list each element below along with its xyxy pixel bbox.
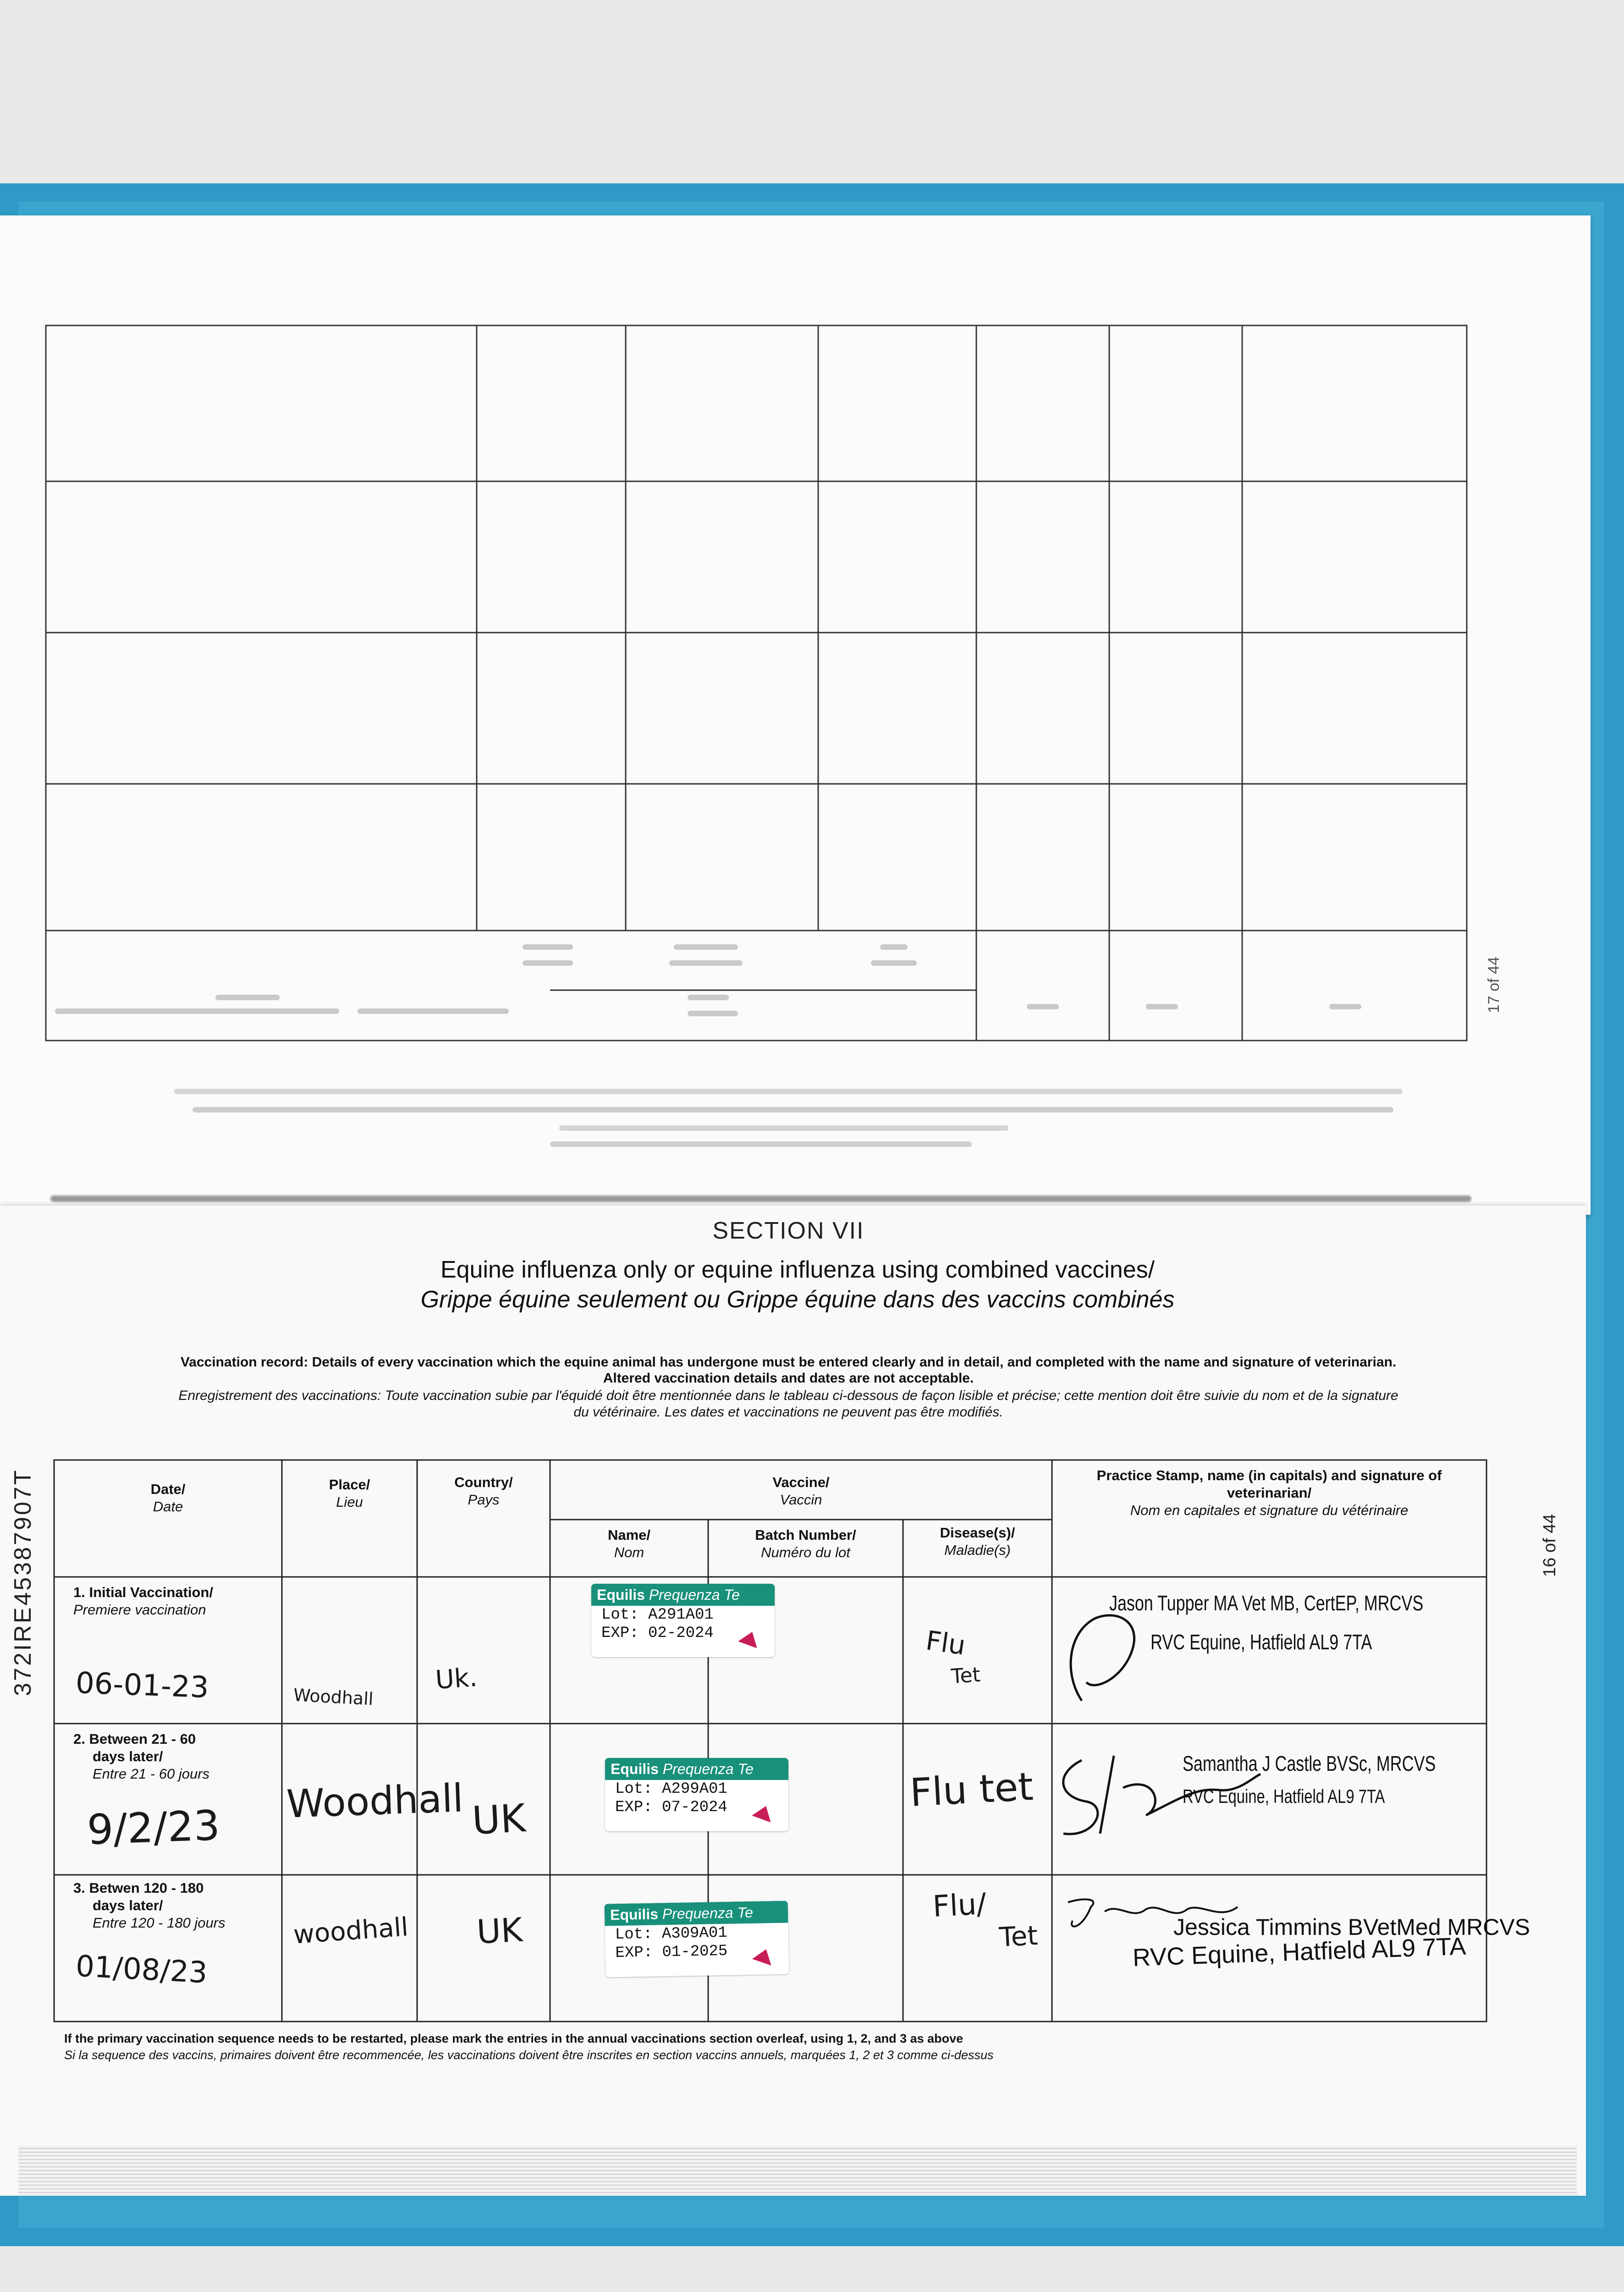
- stamp-3-address: RVC Equine, Hatfield AL9 7TA: [1132, 1932, 1467, 1972]
- heading-english: Equine influenza only or equine influenza using combined vaccines/: [440, 1256, 1155, 1283]
- stamp-1-address: RVC Equine, Hatfield AL9 7TA: [1151, 1630, 1372, 1654]
- row-2-place: Woodhall: [286, 1775, 464, 1827]
- vaccine-expiry: EXP: 07-2024: [615, 1799, 727, 1816]
- header-stamp-fr: Nom en capitales et signature du vétérinaire: [1130, 1502, 1409, 1518]
- heading-french: Grippe équine seulement ou Grippe équine dans des vaccins combinés: [420, 1286, 1175, 1313]
- vaccine-label-head: [591, 1584, 775, 1606]
- vaccine-label-head: [605, 1758, 788, 1780]
- header-country-fr: Pays: [468, 1492, 500, 1508]
- row-2-label: [73, 1730, 209, 1783]
- vaccine-product: Prequenza Te: [649, 1587, 740, 1603]
- row-1-date: 06-01-23: [75, 1666, 209, 1705]
- vaccine-label-head: [605, 1901, 788, 1926]
- row-1-label: [73, 1584, 213, 1619]
- vaccine-brand: Equilis: [610, 1906, 659, 1923]
- vaccine-brand: Equilis: [597, 1587, 645, 1603]
- row-3-label-en-2: days later/: [93, 1897, 163, 1913]
- vaccination-note-fr: Enregistrement des vaccinations: Toute vaccination subie par l'équidé doit être mentionnée dans le tableau ci-dessous de façon lisible et précise; cette mention doit être suivie du nom et de la signature: [178, 1388, 1398, 1403]
- stamp-3-name: Jessica Timmins BVetMed MRCVS: [1173, 1914, 1530, 1940]
- header-place-en: Place/: [329, 1477, 370, 1493]
- row-3-date: 01/08/23: [75, 1949, 209, 1990]
- vaccination-note-en-2: Altered vaccination details and dates are not acceptable.: [603, 1371, 974, 1386]
- stamp-2-address: RVC Equine, Hatfield AL9 7TA: [1183, 1785, 1385, 1807]
- header-disease-fr: Maladie(s): [944, 1542, 1011, 1558]
- vaccine-lot: Lot: A299A01: [615, 1780, 727, 1798]
- row-2-label-fr: Entre 21 - 60 jours: [93, 1766, 210, 1782]
- row-3-disease-tet: Tet: [998, 1919, 1039, 1953]
- header-country: [417, 1474, 550, 1509]
- header-disease: [903, 1524, 1052, 1559]
- row-1-label-fr: Premiere vaccination: [73, 1602, 206, 1618]
- header-country-en: Country/: [454, 1474, 513, 1490]
- vaccine-expiry: EXP: 01-2025: [615, 1942, 728, 1962]
- row-3-disease-flu: Flu/: [932, 1887, 987, 1924]
- header-batch-en: Batch Number/: [755, 1527, 856, 1543]
- row-1-label-en: 1. Initial Vaccination/: [73, 1584, 213, 1600]
- header-batch: [708, 1526, 903, 1561]
- vaccine-label: [591, 1584, 775, 1657]
- row-1-country: Uk.: [434, 1662, 479, 1696]
- row-1-disease-tet: Tet: [950, 1663, 981, 1689]
- row-3-label-en: 3. Betwen 120 - 180: [73, 1880, 204, 1896]
- header-name-fr: Nom: [614, 1544, 644, 1560]
- vaccination-note-fr-2: du vétérinaire. Les dates et vaccinations ne peuvent pas être modifiés.: [573, 1405, 1003, 1420]
- vaccine-brand: Equilis: [611, 1761, 659, 1777]
- stamp-1-name: Jason Tupper MA Vet MB, CertEP, MRCVS: [1109, 1591, 1424, 1615]
- header-practice-stamp: [1052, 1467, 1486, 1519]
- row-1-disease-flu: Flu: [924, 1625, 968, 1661]
- header-vaccine: [550, 1474, 1052, 1509]
- row-2-date: 9/2/23: [86, 1801, 221, 1855]
- header-date-fr: Date: [153, 1499, 183, 1515]
- header-vaccine-en: Vaccine/: [772, 1474, 830, 1490]
- stamp-2-name: Samantha J Castle BVSc, MRCVS: [1183, 1752, 1436, 1775]
- upper-page-number: 17 of 44: [1485, 957, 1503, 1013]
- certificate-number: 372IRE45387907T: [10, 1468, 36, 1696]
- footnote-french: Si la sequence des vaccins, primaires doivent être recommencée, les vaccinations doivent être inscrites en section vaccins annuels, marquées 1, 2 et 3 comme ci-dessus: [64, 2048, 994, 2062]
- header-date-en: Date/: [150, 1481, 186, 1497]
- row-2-disease: Flu tet: [908, 1764, 1035, 1815]
- vaccine-lot: Lot: A291A01: [601, 1606, 714, 1624]
- vaccine-expiry: EXP: 02-2024: [601, 1625, 714, 1642]
- header-name: [550, 1526, 708, 1561]
- vaccine-label: [605, 1901, 789, 1978]
- vaccine-label: [605, 1758, 788, 1831]
- row-2-label-en: 2. Between 21 - 60: [73, 1731, 196, 1747]
- vaccination-note-en: Vaccination record: Details of every vaccination which the equine animal has undergone must be entered clearly and in detail, and completed with the name and signature of veterinarian.: [180, 1355, 1397, 1370]
- header-place: [282, 1476, 417, 1511]
- footnote-english: If the primary vaccination sequence needs to be restarted, please mark the entries in the annual vaccinations section overleaf, using 1, 2, and 3 as above: [64, 2032, 963, 2045]
- row-3-place: woodhall: [292, 1912, 409, 1950]
- row-2-country: UK: [471, 1796, 527, 1843]
- row-3-country: UK: [475, 1910, 524, 1951]
- vaccine-lot: Lot: A309A01: [615, 1924, 727, 1944]
- header-stamp-en: Practice Stamp, name (in capitals) and signature of: [1096, 1467, 1442, 1483]
- header-batch-fr: Numéro du lot: [761, 1544, 850, 1560]
- vaccine-product: Prequenza Te: [662, 1904, 754, 1923]
- section-title: SECTION VII: [712, 1218, 864, 1244]
- header-place-fr: Lieu: [336, 1494, 363, 1510]
- row-3-label-fr: Entre 120 - 180 jours: [93, 1915, 226, 1931]
- header-date: [54, 1481, 282, 1515]
- header-disease-en: Disease(s)/: [940, 1525, 1015, 1541]
- header-stamp-en-2: veterinarian/: [1227, 1485, 1312, 1501]
- row-2-label-en-2: days later/: [93, 1748, 163, 1764]
- row-3-label: [73, 1879, 226, 1932]
- header-vaccine-fr: Vaccin: [780, 1492, 822, 1508]
- row-1-place: Woodhall: [292, 1685, 374, 1709]
- header-name-en: Name/: [607, 1527, 651, 1543]
- lower-page-number: 16 of 44: [1540, 1514, 1559, 1577]
- vaccine-product: Prequenza Te: [662, 1761, 754, 1777]
